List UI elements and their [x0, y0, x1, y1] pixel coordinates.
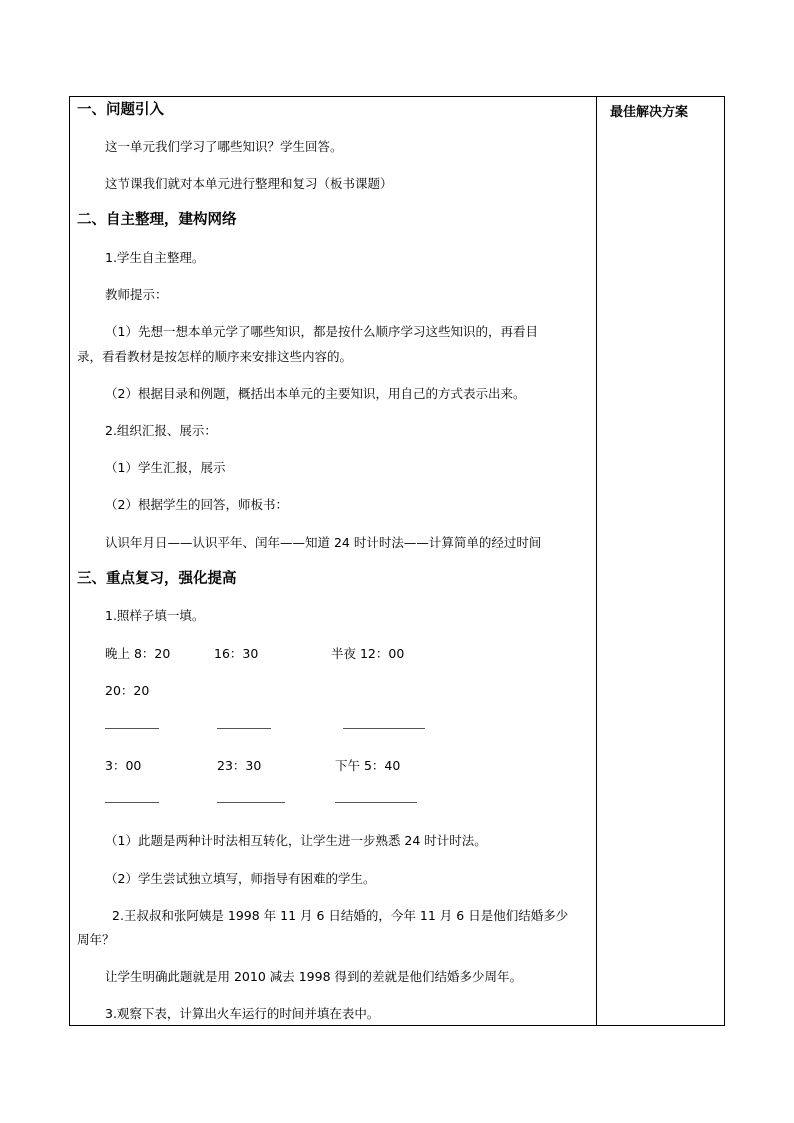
answer-blank — [105, 728, 159, 729]
time-item-2: 16：30 — [214, 646, 259, 661]
s3-paragraph-3: （2）学生尝试独立填写，师指导有困难的学生。 — [105, 871, 376, 886]
answer-blank — [217, 728, 271, 729]
s2-paragraph-8: 认识年月日——认识平年、闰年——知道 24 时计时法——计算简单的经过时间 — [105, 535, 542, 550]
section-2-heading: 二、自主整理，建构网络 — [77, 212, 237, 228]
s3-paragraph-1: 1.照样子填一填。 — [105, 608, 205, 623]
answer-blank — [105, 802, 159, 803]
s2-paragraph-4: （2）根据目录和例题，概括出本单元的主要知识，用自己的方式表示出来。 — [105, 386, 526, 401]
time-item-5: 23：30 — [217, 758, 262, 773]
column-divider — [596, 96, 597, 1026]
s3-paragraph-5: 让学生明确此题就是用 2010 减去 1998 得到的差就是他们结婚多少周年。 — [105, 969, 523, 984]
s3-paragraph-4a: 2.王叔叔和张阿姨是 1998 年 11 月 6 日结婚的，今年 11 月 6 日是他们结婚多少 — [112, 908, 569, 923]
s2-paragraph-3a: （1）先想一想本单元学了哪些知识，都是按什么顺序学习这些知识的，再看目 — [105, 324, 538, 339]
s2-paragraph-1: 1.学生自主整理。 — [105, 250, 205, 265]
s2-paragraph-2: 教师提示： — [105, 287, 168, 302]
s2-paragraph-7: （2）根据学生的回答，师板书： — [105, 497, 288, 512]
time-item-6: 下午 5：40 — [335, 758, 401, 773]
section-1-heading: 一、问题引入 — [77, 102, 164, 118]
best-solution-header: 最佳解决方案 — [610, 105, 689, 120]
time-item-4: 3：00 — [105, 758, 142, 773]
s3-paragraph-6: 3.观察下表，计算出火车运行的时间并填在表中。 — [105, 1006, 380, 1021]
s3-paragraph-2: （1）此题是两种计时法相互转化，让学生进一步熟悉 24 时计时法。 — [105, 833, 487, 848]
answer-blank — [343, 728, 425, 729]
answer-blank — [335, 802, 417, 803]
s3-paragraph-4b: 周年？ — [77, 932, 115, 947]
s1-paragraph-2: 这节课我们就对本单元进行整理和复习（板书课题） — [105, 176, 393, 191]
time-item-3: 半夜 12：00 — [331, 646, 405, 661]
s1-paragraph-1: 这一单元我们学习了哪些知识？学生回答。 — [105, 139, 343, 154]
answer-blank — [217, 802, 285, 803]
time-item-1: 晚上 8：20 — [105, 646, 171, 661]
time-item-example: 20：20 — [105, 683, 150, 698]
s2-paragraph-6: （1）学生汇报，展示 — [105, 460, 226, 475]
s2-paragraph-3b: 录，看看教材是按怎样的顺序来安排这些内容的。 — [77, 349, 353, 364]
section-3-heading: 三、重点复习，强化提高 — [77, 571, 237, 587]
s2-paragraph-5: 2.组织汇报、展示： — [105, 423, 217, 438]
